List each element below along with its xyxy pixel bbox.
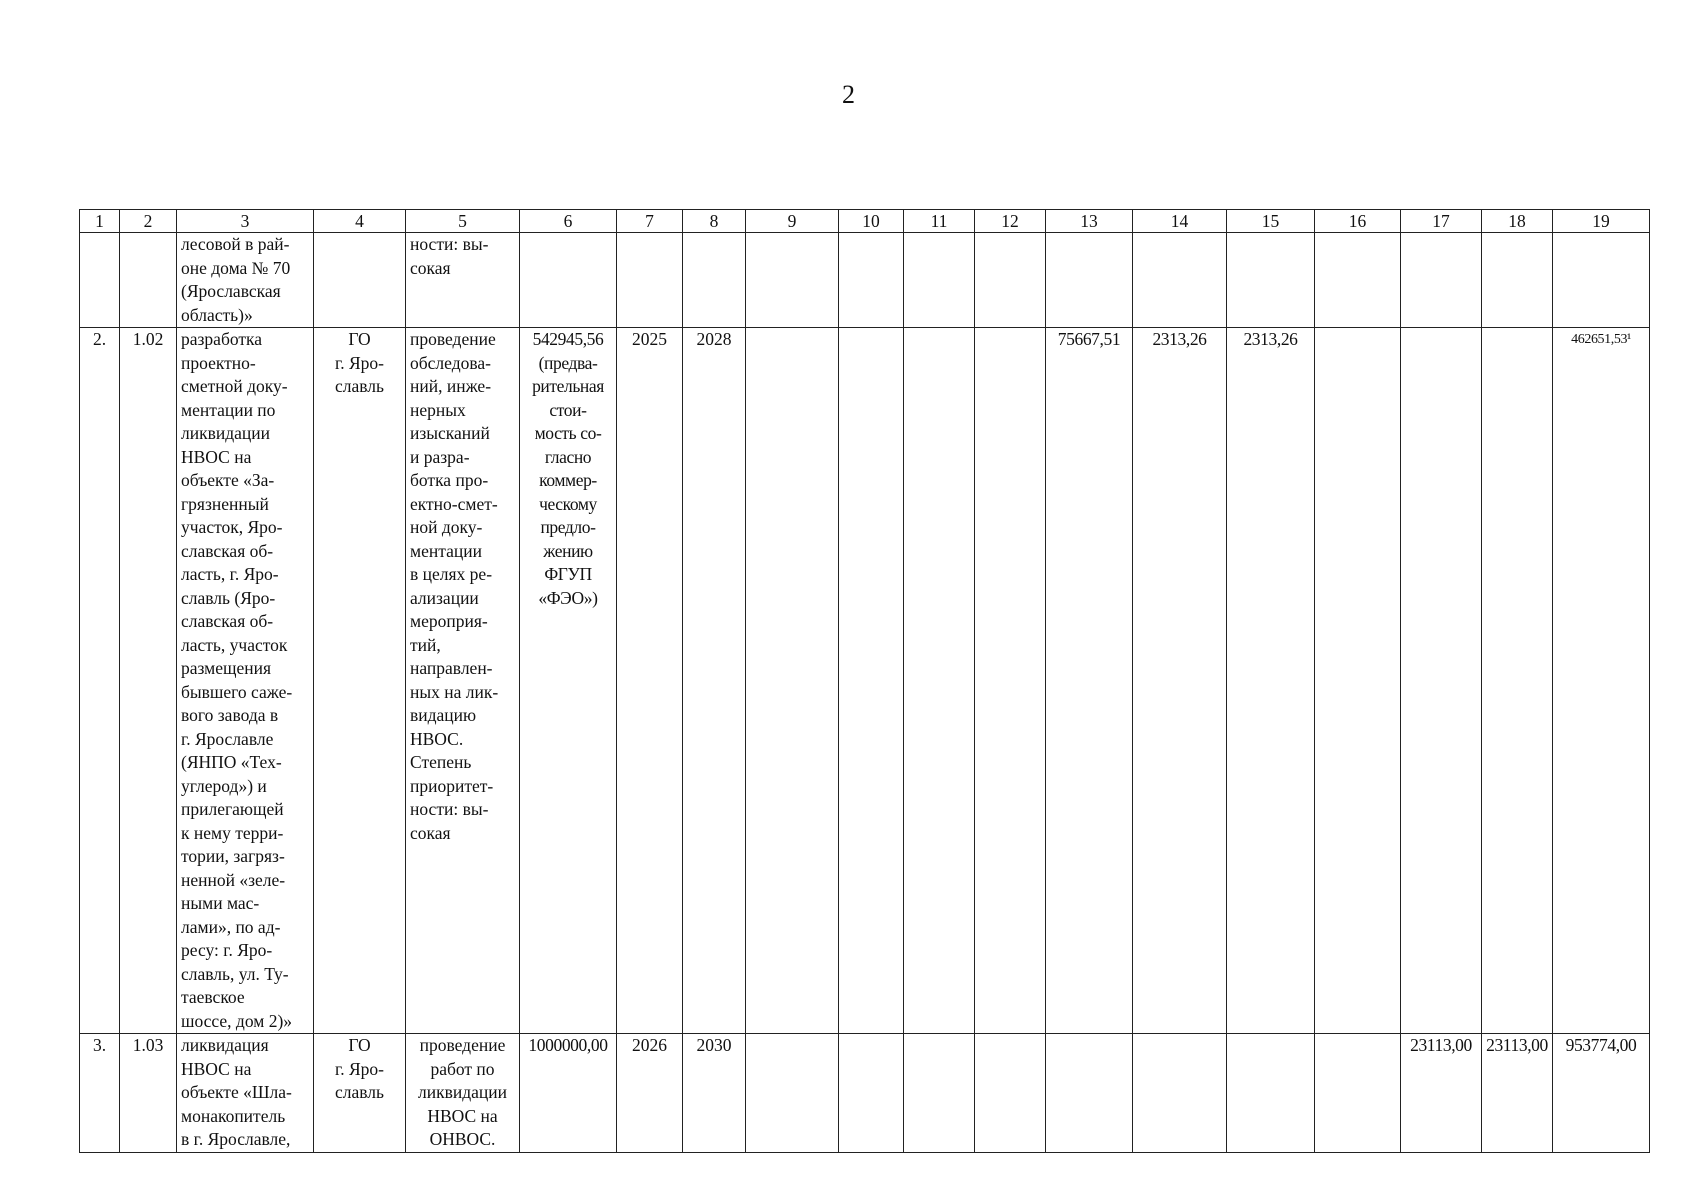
end-year-cell: [683, 233, 746, 328]
header-cell: 9: [746, 210, 839, 233]
value-cell: 953774,00: [1553, 1034, 1650, 1153]
measures-cell: ности: вы- сокая: [406, 233, 520, 328]
value-cell: 2313,26: [1227, 328, 1315, 1034]
start-year-cell: [617, 233, 683, 328]
end-year-cell: 2030: [683, 1034, 746, 1153]
table-header-row: [80, 210, 1650, 233]
code-cell: 1.03: [120, 1034, 177, 1153]
value-cell: [1046, 233, 1133, 328]
header-cell: 15: [1227, 210, 1315, 233]
value-cell: [839, 1034, 904, 1153]
header-cell: 7: [617, 210, 683, 233]
value-cell: [1133, 233, 1227, 328]
header-cell: 14: [1133, 210, 1227, 233]
row-number-cell: 3.: [80, 1034, 120, 1153]
measures-cell: проведение работ по ликвидации НВОС на ОНВОС.: [406, 1034, 520, 1153]
description-cell: ликвидация НВОС на объекте «Шла- монакопитель в г. Ярославле,: [177, 1034, 314, 1153]
value-cell: [1315, 328, 1401, 1034]
value-cell: [904, 233, 975, 328]
header-cell: 1: [80, 210, 120, 233]
value-cell: [904, 1034, 975, 1153]
value-cell: [1482, 233, 1553, 328]
header-cell: 17: [1401, 210, 1482, 233]
value-cell: [1315, 1034, 1401, 1153]
code-cell: [120, 233, 177, 328]
territory-cell: [314, 233, 406, 328]
header-cell: 5: [406, 210, 520, 233]
value-cell: [904, 328, 975, 1034]
value-cell: [1315, 233, 1401, 328]
territory-cell: ГО г. Яро- славль: [314, 328, 406, 1034]
value-cell: [975, 328, 1046, 1034]
table-row: [80, 1034, 1650, 1153]
description-cell: лесовой в рай- оне дома № 70 (Ярославская область)»: [177, 233, 314, 328]
start-year-cell: 2026: [617, 1034, 683, 1153]
value-cell: [975, 233, 1046, 328]
header-cell: 18: [1482, 210, 1553, 233]
header-cell: 3: [177, 210, 314, 233]
value-cell: 23113,00: [1401, 1034, 1482, 1153]
header-cell: 10: [839, 210, 904, 233]
value-cell: [1227, 233, 1315, 328]
cost-cell: 1000000,00: [520, 1034, 617, 1153]
value-cell: 23113,00: [1482, 1034, 1553, 1153]
row-number-cell: 2.: [80, 328, 120, 1034]
header-cell: 11: [904, 210, 975, 233]
value-cell: [975, 1034, 1046, 1153]
header-cell: 19: [1553, 210, 1650, 233]
data-table: [79, 209, 1650, 1153]
header-cell: 4: [314, 210, 406, 233]
row-number-cell: [80, 233, 120, 328]
description-cell: разработка проектно- сметной доку- ментации по ликвидации НВОС на объекте «За- грязненный участок, Яро- славская об- ласть, г. Яро- славль (Яро- славская об- ласть, участок размещения бывшего саже- вого завода в г. Ярославле (ЯНПО «Тех- углерод») и прилегающей к нему терри- тории, загряз- ненной «зеле- ными мас- лами», по ад- ресу: г. Яро- славль, ул. Ту- таевское шоссе, дом 2)»: [177, 328, 314, 1034]
header-cell: 8: [683, 210, 746, 233]
value-cell: [839, 328, 904, 1034]
page-number: 2: [842, 80, 855, 109]
end-year-cell: 2028: [683, 328, 746, 1034]
value-cell: [1482, 328, 1553, 1034]
value-cell: [1553, 233, 1650, 328]
value-cell: 75667,51: [1046, 328, 1133, 1034]
header-cell: 16: [1315, 210, 1401, 233]
value-cell: [1401, 328, 1482, 1034]
header-cell: 13: [1046, 210, 1133, 233]
measures-cell: проведение обследова- ний, инже- нерных изысканий и разра- ботка про- ектно-смет- ной доку- ментации в целях ре- ализации мероприя- тий, направлен- ных на лик- видацию НВОС. Степень приоритет- ности: вы- сокая: [406, 328, 520, 1034]
territory-cell: ГО г. Яро- славль: [314, 1034, 406, 1153]
value-cell: 2313,26: [1133, 328, 1227, 1034]
value-cell: [1227, 1034, 1315, 1153]
table-row: [80, 328, 1650, 1034]
header-cell: 2: [120, 210, 177, 233]
cost-cell: 542945,56 (предва- рительная стои- мость со- гласно коммер- ческому предло- жению ФГУП «ФЭО»): [520, 328, 617, 1034]
value-cell: [1046, 1034, 1133, 1153]
value-cell: [1133, 1034, 1227, 1153]
table-row: [80, 233, 1650, 328]
cost-cell: [520, 233, 617, 328]
header-cell: 12: [975, 210, 1046, 233]
value-cell: [746, 1034, 839, 1153]
header-cell: 6: [520, 210, 617, 233]
value-cell: 462651,53¹: [1553, 328, 1650, 1034]
start-year-cell: 2025: [617, 328, 683, 1034]
value-cell: [839, 233, 904, 328]
value-cell: [746, 233, 839, 328]
value-cell: [746, 328, 839, 1034]
code-cell: 1.02: [120, 328, 177, 1034]
value-cell: [1401, 233, 1482, 328]
